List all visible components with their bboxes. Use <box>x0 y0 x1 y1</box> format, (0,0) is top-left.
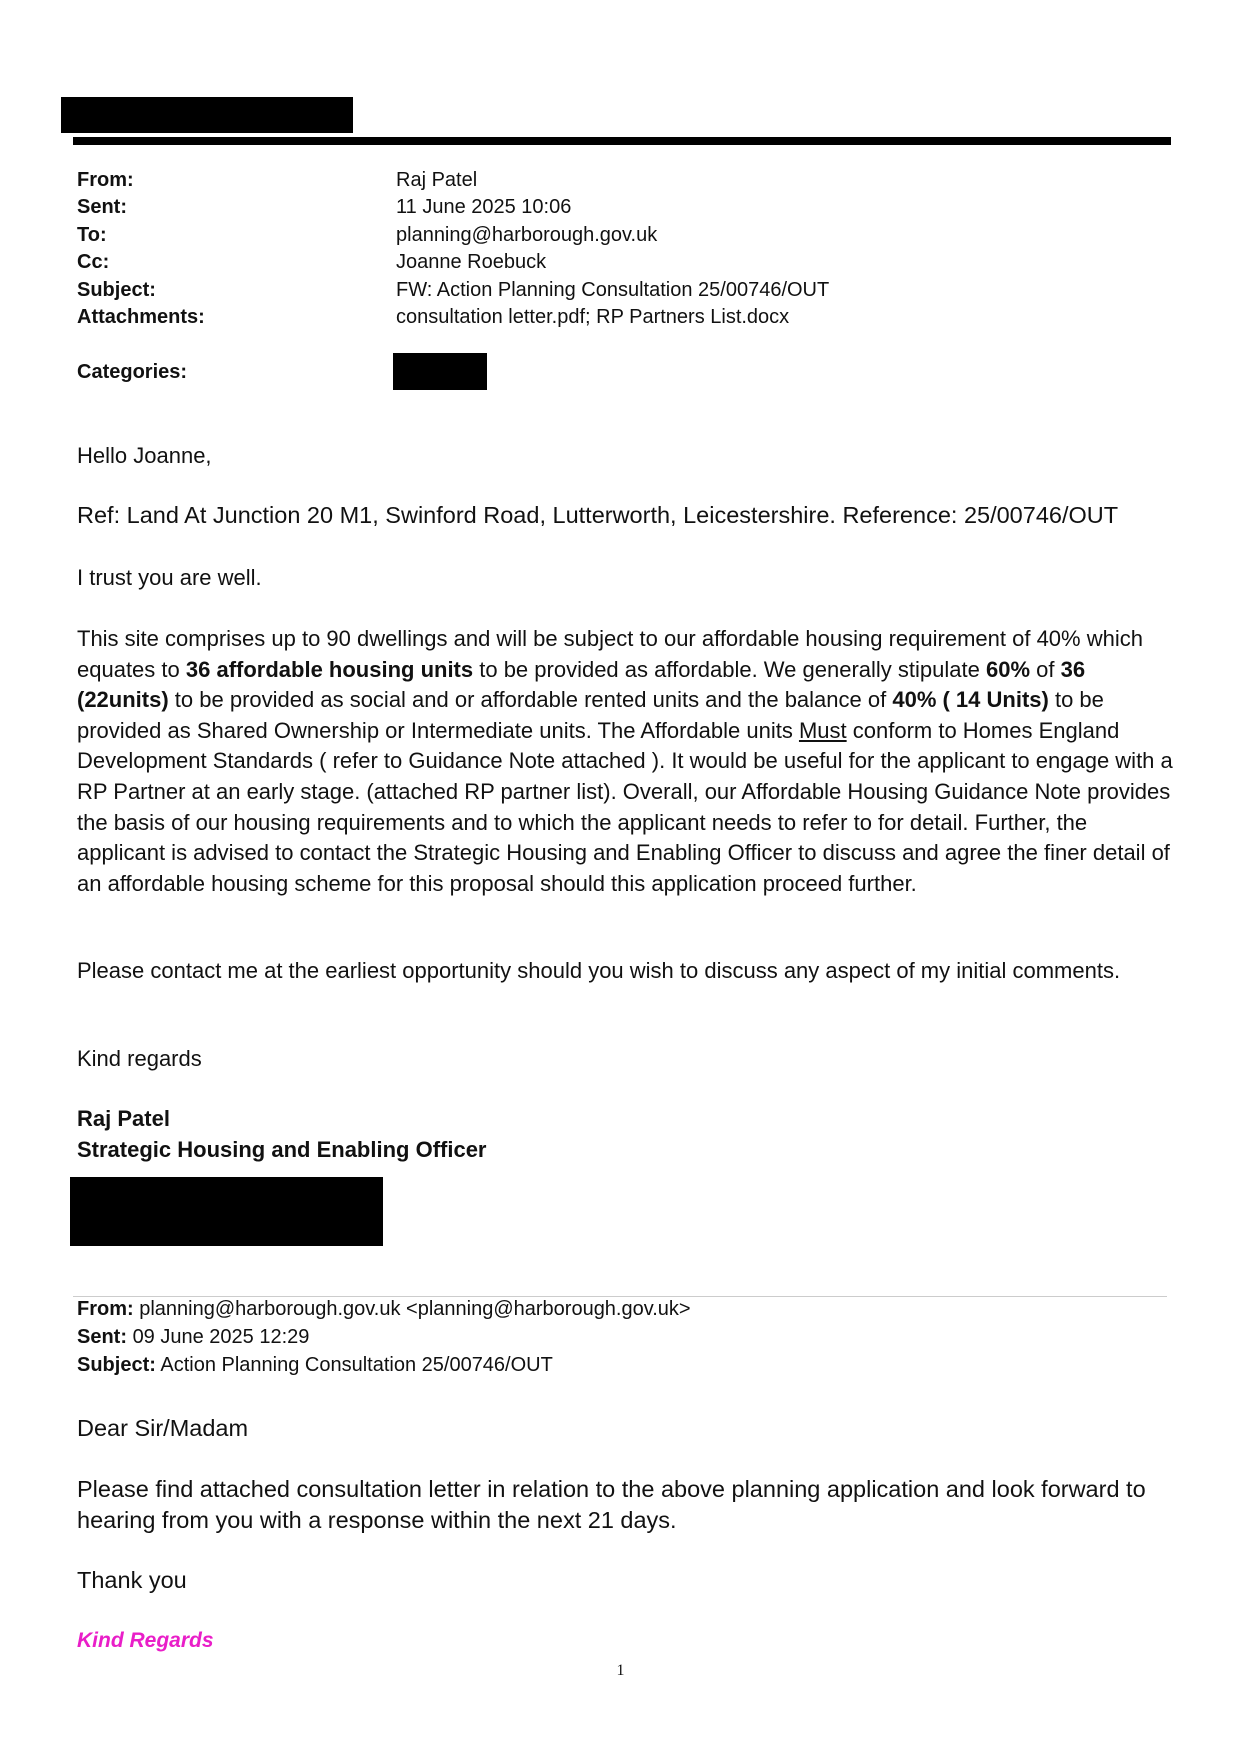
sent-label: Sent: <box>77 196 127 218</box>
subject-value: FW: Action Planning Consultation 25/00746/OUT <box>396 279 830 301</box>
forwarded-thanks <box>77 1565 1177 1596</box>
redaction-block-top <box>61 97 353 133</box>
closing-text: Kind regards <box>77 1046 202 1071</box>
contact-paragraph <box>77 956 1177 987</box>
to-value: planning@harborough.gov.uk <box>396 224 658 246</box>
forwarded-greeting <box>77 1413 1177 1444</box>
rented-units-bold: 36 (22units) <box>77 656 1086 713</box>
forwarded-sent-value: 09 June 2025 12:29 <box>132 1326 310 1348</box>
greeting-text: Hello Joanne, <box>77 443 212 468</box>
header-rule <box>73 137 1171 145</box>
main-paragraph <box>77 624 1177 899</box>
trust-line <box>77 563 1177 594</box>
closing-line <box>77 1044 1177 1075</box>
forwarded-subject-label: Subject: <box>77 1354 156 1376</box>
redaction-block-categories <box>393 353 487 390</box>
shared-ownership-bold: 40% ( 14 Units) <box>892 687 1049 713</box>
to-label: To: <box>77 224 107 246</box>
affordable-units-bold: 36 affordable housing units <box>185 656 474 682</box>
forwarded-body-text: Please find attached consultation letter in relation to the above planning application and look forward to hearing from you with a response within the next 21 days. <box>77 1476 1146 1533</box>
forwarded-subject-row <box>77 1351 553 1379</box>
signature-title: Strategic Housing and Enabling Officer <box>77 1136 487 1162</box>
subject-label: Subject: <box>77 279 156 301</box>
paragraph-text: of <box>1030 656 1061 682</box>
signature-name: Raj Patel <box>77 1106 170 1131</box>
forwarded-from-label: From: <box>77 1298 134 1320</box>
cc-label: Cc: <box>77 251 110 273</box>
from-label: From: <box>77 169 134 191</box>
from-value: Raj Patel <box>396 169 478 191</box>
forwarded-thanks-text: Thank you <box>77 1567 187 1593</box>
signature <box>77 1104 1177 1165</box>
rented-percent-bold: 60% <box>985 656 1031 682</box>
categories-label: Categories: <box>77 361 188 383</box>
sent-value: 11 June 2025 10:06 <box>396 196 572 218</box>
attachments-label: Attachments: <box>77 306 205 328</box>
forwarded-subject-value: Action Planning Consultation 25/00746/OUT <box>160 1354 553 1376</box>
paragraph-text: to be provided as social and or affordable rented units and the balance of <box>168 687 893 713</box>
page-number: 1 <box>616 1662 625 1679</box>
paragraph-text: This site comprises up to 90 dwellings and will be subject to our affordable housing requirement of 40% which equates to <box>77 626 1143 682</box>
reference-line <box>77 500 1177 531</box>
trust-text: I trust you are well. <box>77 565 262 590</box>
cc-value: Joanne Roebuck <box>396 251 547 273</box>
email-greeting <box>77 441 1177 472</box>
forwarded-kind-regards: Kind Regards <box>77 1629 214 1652</box>
paragraph-text: to be provided as affordable. We generally stipulate <box>473 656 986 682</box>
forwarded-sent-row <box>77 1323 309 1351</box>
redaction-block-signature <box>70 1177 383 1246</box>
must-underlined: Must <box>798 717 847 743</box>
forwarded-body <box>77 1474 1177 1535</box>
paragraph-text: conform to Homes England Development Standards ( refer to Guidance Note attached ). It would be useful for the applicant to engage with a RP Partner at an early stage. (attached RP partner list). Overall, our Affordable Housing Guidance Note provides the basis of our housing requirements and to which the applicant needs to refer to for detail. Further, the applicant is advised to contact the Strategic Housing and Enabling Officer to discuss and agree the finer detail of an affordable housing scheme for this proposal should this application proceed further. <box>77 717 1173 896</box>
forwarded-greeting-text: Dear Sir/Madam <box>77 1415 249 1441</box>
forwarded-from-value: planning@harborough.gov.uk <planning@harborough.gov.uk> <box>139 1298 691 1320</box>
contact-text: Please contact me at the earliest opportunity should you wish to discuss any aspect of my initial comments. <box>77 958 1121 983</box>
forwarded-from-row <box>77 1295 691 1323</box>
reference-text: Ref: Land At Junction 20 M1, Swinford Road, Lutterworth, Leicestershire. Reference: 25/00746/OUT <box>77 502 1119 528</box>
attachments-value: consultation letter.pdf; RP Partners List.docx <box>396 306 790 328</box>
paragraph-text: to be provided as Shared Ownership or Intermediate units. The Affordable units <box>77 687 1104 743</box>
forwarded-sent-label: Sent: <box>77 1326 127 1348</box>
